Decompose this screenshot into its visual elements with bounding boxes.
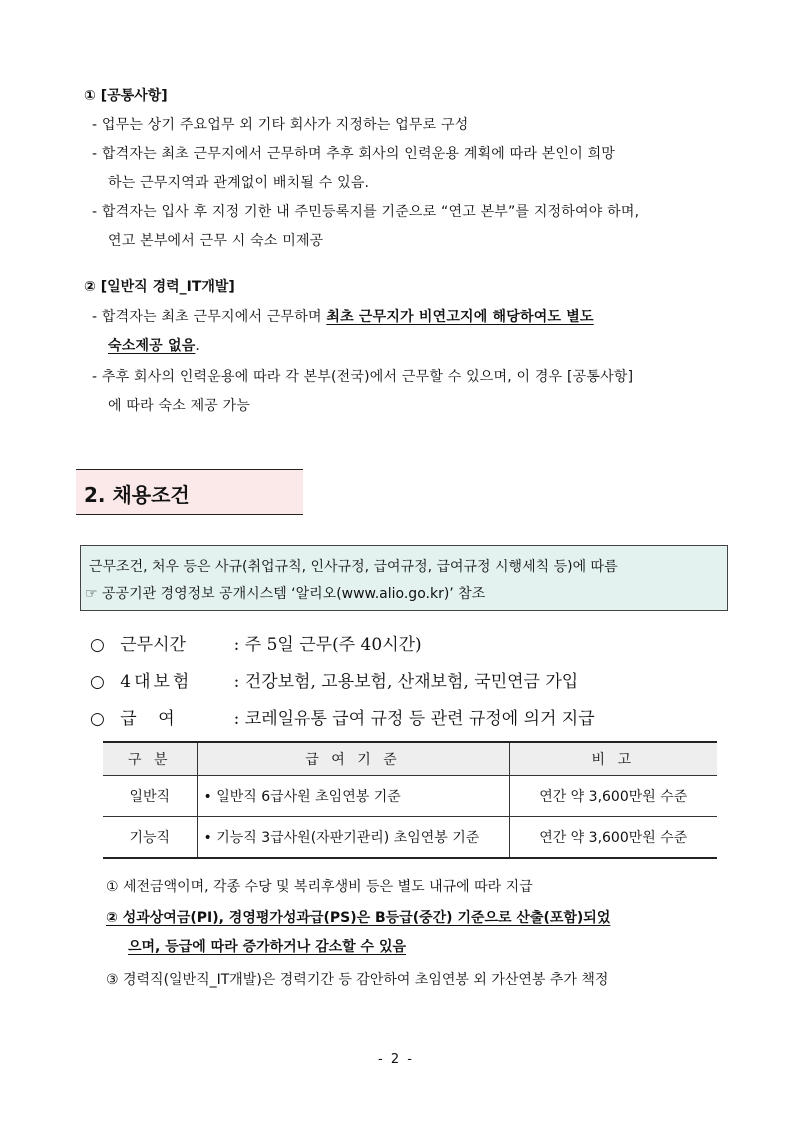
note-line-2	[85, 583, 485, 603]
general-item-2: - 추후 회사의 인력운용에 따라 각 본부(전국)에서 근무할 수 있으며, 이 경우 [공통사항]	[92, 369, 634, 385]
common-item-3: - 합격자는 입사 후 지정 기한 내 주민등록지를 기준으로 “연고 본부”를 지정하여야 하며,	[92, 204, 640, 220]
condition-work-hours	[90, 630, 422, 655]
common-section-title: ① [공통사항]	[84, 88, 168, 104]
general-item-1-cont-period: .	[195, 338, 201, 354]
condition-value: : 코레일유통 급여 규정 등 관련 규정에 의거 지급	[233, 709, 595, 729]
condition-bullet-icon: ○	[90, 635, 105, 655]
common-item-3-cont: 연고 본부에서 근무 시 숙소 미제공	[108, 233, 324, 249]
table-cell-remarks: 연간 약 3,600만원 수준	[509, 817, 717, 859]
condition-value: : 주 5일 근무(주 40시간)	[233, 635, 422, 655]
table-cell-category: 기능직	[103, 817, 197, 859]
salary-table	[103, 741, 717, 859]
common-item-1: - 업무는 상기 주요업무 외 기타 회사가 지정하는 업무로 구성	[92, 117, 469, 133]
common-item-2: - 합격자는 최초 근무지에서 근무하며 추후 회사의 인력운용 계획에 따라 본인이 희망	[92, 146, 616, 162]
table-row	[103, 776, 717, 817]
table-cell-remarks: 연간 약 3,600만원 수준	[509, 776, 717, 817]
footnote-2-cont: 으며, 등급에 따라 증가하거나 감소할 수 있음	[128, 939, 406, 955]
pointing-hand-icon: ☞	[85, 586, 98, 602]
footnote-1: ① 세전금액이며, 각종 수당 및 복리후생비 등은 별도 내규에 따라 지급	[106, 879, 533, 895]
general-section-title: ② [일반직 경력_IT개발]	[84, 279, 235, 295]
table-row	[103, 817, 717, 859]
note-box	[80, 545, 728, 611]
table-header-salary-basis: 급 여 기 준	[197, 742, 509, 776]
table-cell-category: 일반직	[103, 776, 197, 817]
page-number: - 2 -	[378, 1052, 414, 1067]
general-item-2-cont: 에 따라 숙소 제공 가능	[108, 398, 251, 414]
general-item-1-text: - 합격자는 최초 근무지에서 근무하며	[92, 309, 327, 325]
table-header-remarks: 비 고	[509, 742, 717, 776]
table-cell-salary-basis: • 일반직 6급사원 초임연봉 기준	[197, 776, 509, 817]
general-item-1-cont-emphasis: 숙소제공 없음	[108, 338, 196, 354]
condition-label: 4대보험	[120, 672, 193, 692]
table-header-category: 구 분	[103, 742, 197, 776]
general-item-1-cont	[108, 335, 200, 355]
footnote-3: ③ 경력직(일반직_IT개발)은 경력기간 등 감안하여 초임연봉 외 가산연봉 추가 책정	[106, 972, 609, 988]
common-item-2-cont: 하는 근무지역과 관계없이 배치될 수 있음.	[108, 175, 370, 191]
condition-insurance	[90, 667, 578, 692]
condition-bullet-icon: ○	[90, 672, 105, 692]
general-item-1	[92, 306, 594, 326]
table-cell-salary-basis: • 기능직 3급사원(자판기관리) 초임연봉 기준	[197, 817, 509, 859]
condition-label: 급 여	[120, 709, 175, 729]
note-line-2-text: 공공기관 경영정보 공개시스템 ‘알리오(www.alio.go.kr)’ 참조	[102, 586, 486, 602]
condition-label: 근무시간	[120, 635, 186, 655]
section-2-heading: 2. 채용조건	[84, 483, 190, 507]
condition-value: : 건강보험, 고용보험, 산재보험, 국민연금 가입	[233, 672, 579, 692]
table-header-row	[103, 742, 717, 776]
condition-bullet-icon: ○	[90, 709, 105, 729]
note-line-1: 근무조건, 처우 등은 사규(취업규칙, 인사규정, 급여규정, 급여규정 시행세칙 등)에 따름	[89, 559, 618, 575]
section-2-heading-box	[76, 469, 303, 515]
condition-salary	[90, 704, 595, 729]
footnote-2: ② 성과상여금(PI), 경영평가성과급(PS)은 B등급(중간) 기준으로 산출(포함)되었	[106, 910, 611, 926]
general-item-1-emphasis: 최초 근무지가 비연고지에 해당하여도 별도	[326, 309, 594, 325]
